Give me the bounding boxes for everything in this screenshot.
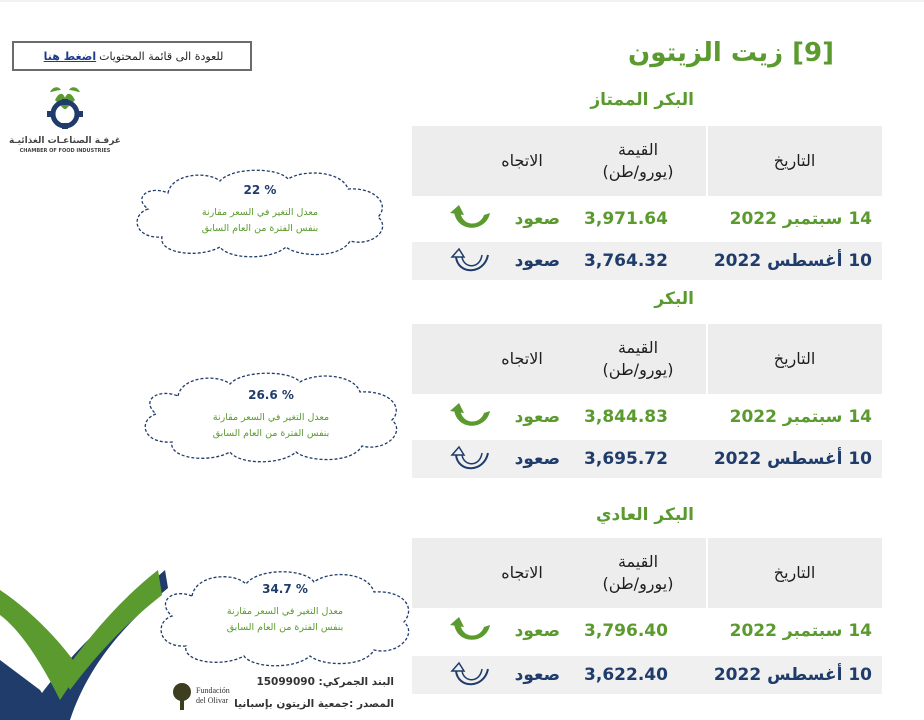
row-value: 3,695.72	[584, 449, 668, 469]
table-row	[412, 612, 882, 650]
change-rate-cloud-1	[128, 165, 392, 261]
row-direction: صعود	[514, 407, 560, 427]
decorative-swoosh-icon	[0, 540, 170, 720]
header-date: التاريخ	[773, 151, 816, 171]
header-direction: الاتجاه	[501, 563, 543, 583]
section-title-ordinary-virgin: البكر العادي	[595, 505, 694, 525]
change-rate-value: 22 %	[243, 183, 277, 197]
back-to-contents-box	[12, 41, 252, 71]
header-value: القيمة (يورو/طن)	[602, 338, 674, 379]
fund-logo-line2: del Olivar	[196, 696, 229, 705]
header-value: القيمة (يورو/طن)	[602, 552, 674, 593]
page-title: [9] زيت الزيتون	[628, 38, 834, 68]
fundacion-del-olivar-logo	[170, 682, 230, 712]
section-title-virgin: البكر	[654, 289, 694, 309]
top-divider	[0, 0, 924, 2]
fund-logo-line1: Fundación	[196, 686, 230, 695]
change-rate-label-line2: بنفس الفترة من العام السابق	[201, 223, 319, 234]
row-date: 14 سبتمبر 2022	[729, 621, 872, 641]
up-trend-icon	[450, 615, 494, 647]
up-trend-icon	[450, 245, 494, 277]
table-header	[412, 538, 882, 608]
row-date: 10 أغسطس 2022	[713, 251, 872, 271]
row-direction: صعود	[514, 665, 560, 685]
row-value: 3,971.64	[584, 209, 668, 229]
table-header	[412, 324, 882, 394]
row-date: 10 أغسطس 2022	[713, 449, 872, 469]
up-trend-icon	[450, 203, 494, 235]
row-direction: صعود	[514, 621, 560, 641]
customs-code: البند الجمركي: 15099090	[256, 676, 394, 688]
up-trend-icon	[450, 401, 494, 433]
logo-english-text: CHAMBER OF FOOD INDUSTRIES	[19, 148, 111, 154]
section-title-extra-virgin: البكر الممتاز	[590, 90, 694, 110]
logo-arabic-text: غرفـة الصناعـات الغذائيـة	[9, 136, 121, 146]
change-rate-label-line1: معدل التغير في السعر مقارنة	[212, 412, 330, 423]
row-direction: صعود	[514, 209, 560, 229]
header-direction: الاتجاه	[501, 151, 543, 171]
row-date: 14 سبتمبر 2022	[729, 407, 872, 427]
row-value: 3,796.40	[584, 621, 668, 641]
change-rate-cloud-2	[136, 368, 406, 466]
table-row	[412, 242, 882, 280]
row-value: 3,622.40	[584, 665, 668, 685]
row-value: 3,844.83	[584, 407, 668, 427]
header-date: التاريخ	[773, 563, 816, 583]
row-direction: صعود	[514, 251, 560, 271]
change-rate-label-line1: معدل التغير في السعر مقارنة	[201, 207, 319, 218]
header-value: القيمة (يورو/طن)	[602, 140, 674, 181]
row-date: 14 سبتمبر 2022	[729, 209, 872, 229]
source-note: المصدر :جمعية الزيتون بإسبانيا	[234, 698, 394, 710]
change-rate-value: 34.7 %	[262, 582, 308, 596]
change-rate-label-line1: معدل التغير في السعر مقارنة	[226, 606, 344, 617]
row-date: 10 أغسطس 2022	[713, 665, 872, 685]
up-trend-icon	[450, 659, 494, 691]
row-value: 3,764.32	[584, 251, 668, 271]
row-direction: صعود	[514, 449, 560, 469]
table-row	[412, 656, 882, 694]
olive-tree-icon	[170, 682, 194, 710]
back-to-contents-text: للعودة الى قائمة المحتويات	[99, 49, 224, 63]
table-row	[412, 398, 882, 436]
change-rate-label-line2: بنفس الفترة من العام السابق	[226, 622, 344, 633]
table-header	[412, 126, 882, 196]
click-here-link[interactable]: اضغط هنا	[43, 49, 97, 63]
change-rate-value: 26.6 %	[248, 388, 294, 402]
change-rate-cloud-3	[152, 566, 418, 670]
table-row	[412, 200, 882, 238]
header-direction: الاتجاه	[501, 349, 543, 369]
up-trend-icon	[450, 443, 494, 475]
change-rate-label-line2: بنفس الفترة من العام السابق	[212, 428, 330, 439]
table-row	[412, 440, 882, 478]
header-date: التاريخ	[773, 349, 816, 369]
